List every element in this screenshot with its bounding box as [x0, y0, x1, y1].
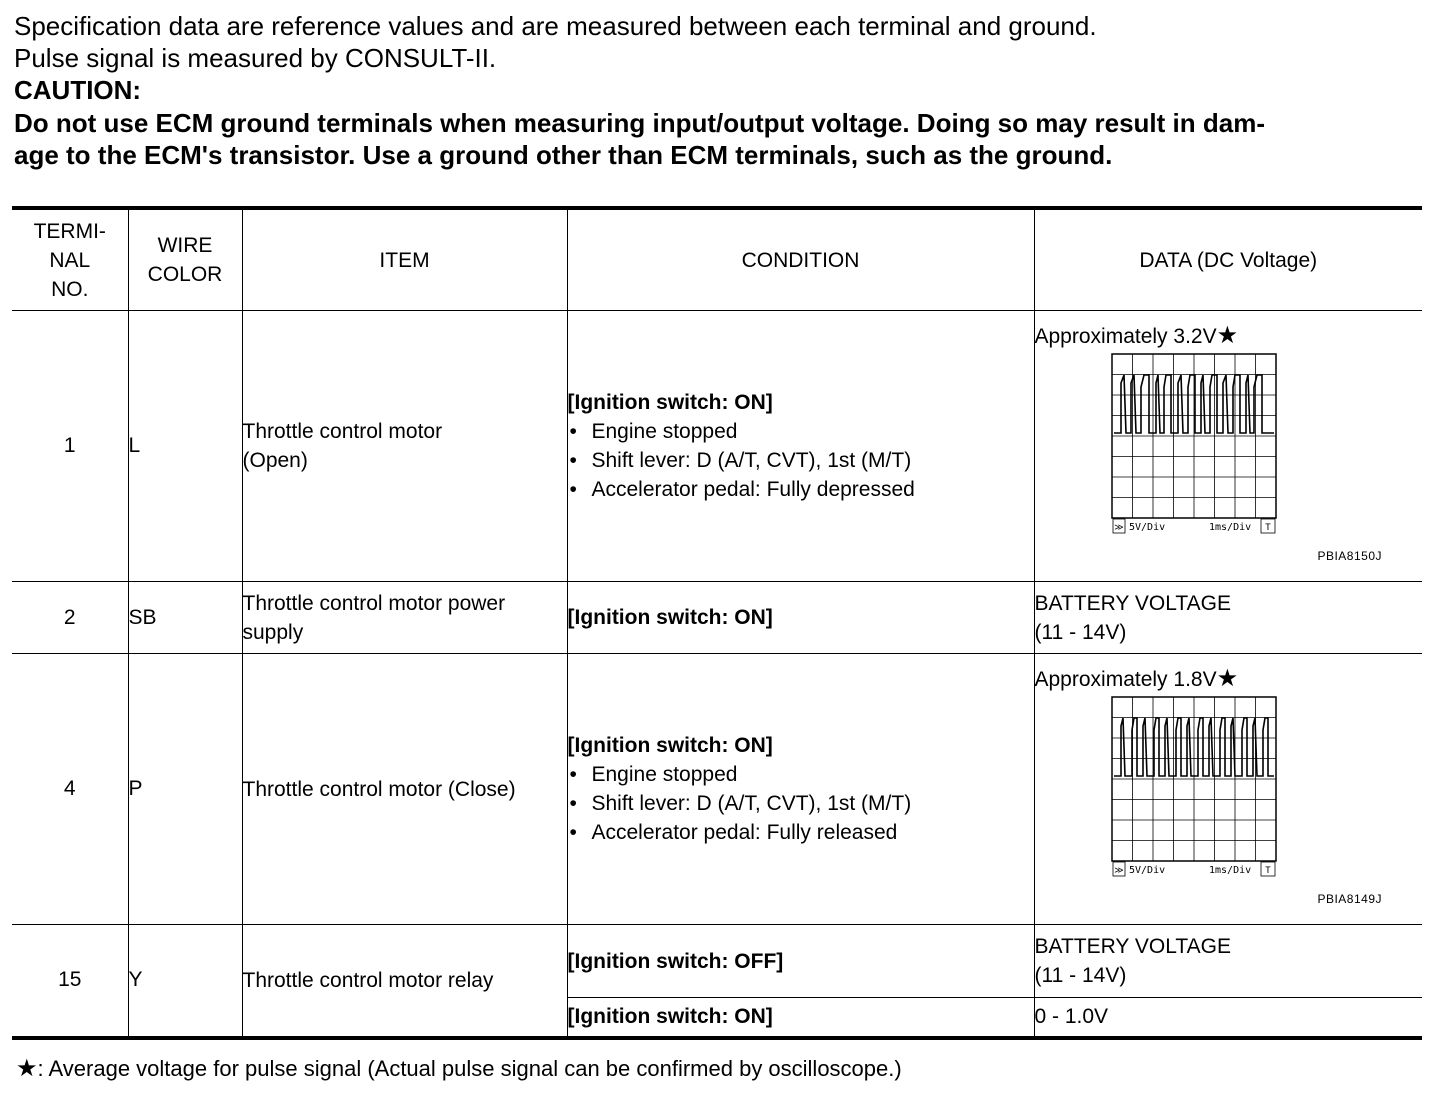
approx-voltage-text: Approximately 3.2V [1034, 325, 1217, 348]
condition-title: [Ignition switch: ON] [567, 1005, 773, 1029]
terminal-number: 4 [12, 654, 128, 925]
terminal-number: 2 [12, 582, 128, 654]
wire-color: L [128, 311, 242, 582]
item-text [242, 311, 567, 582]
condition-bullet: • Accelerator pedal: Fully depressed [568, 475, 1034, 504]
scope-trigger-icon: T [1264, 866, 1271, 876]
condition-bullet: • Shift lever: D (A/T, CVT), 1st (M/T) [568, 446, 1034, 475]
scope-time-div: 1ms/Div [1208, 865, 1251, 876]
wire-color: Y [128, 925, 242, 1038]
data-line: BATTERY VOLTAGE [1034, 935, 1231, 958]
footnote-text: : Average voltage for pulse signal (Actual pulse signal can be confirmed by oscilloscope.) [37, 1056, 902, 1081]
header-item: ITEM [242, 208, 567, 311]
terminal-number: 15 [12, 925, 128, 1038]
header-condition: CONDITION [567, 208, 1034, 311]
scope-arrow-icon: ≫ [1113, 866, 1124, 876]
caution-text [14, 107, 1424, 171]
condition-list [568, 760, 1034, 847]
item-text [242, 925, 567, 1038]
footnote [16, 1054, 902, 1083]
header-wire-line1: WIRE [157, 234, 213, 257]
figure-id: PBIA8149J [1317, 892, 1382, 906]
scope-arrow-icon: ≫ [1113, 523, 1124, 533]
approx-voltage [1035, 664, 1423, 694]
condition-bullet: • Accelerator pedal: Fully released [568, 818, 1034, 847]
condition-bullet: • Engine stopped [568, 417, 1034, 446]
data-line: 0 - 1.0V [1034, 1005, 1109, 1029]
wire-color: SB [128, 582, 242, 654]
condition-cell [567, 582, 1034, 654]
condition-title: [Ignition switch: ON] [567, 391, 773, 414]
oscilloscope-figure [1035, 694, 1423, 924]
scope-volt-div: 5V/Div [1128, 865, 1165, 876]
data-line: BATTERY VOLTAGE [1034, 591, 1231, 615]
intro-section [14, 10, 1424, 171]
oscilloscope-figure [1035, 351, 1423, 581]
spec-note: Specification data are reference values and are measured between each terminal and ground. [14, 11, 1097, 41]
star-icon: ★ [16, 1055, 38, 1082]
pulse-note: Pulse signal is measured by CONSULT-II. [14, 43, 497, 73]
caution-title: CAUTION: [14, 75, 142, 105]
header-row [12, 208, 1422, 311]
data-cell [1034, 311, 1422, 582]
item-line: supply [242, 620, 304, 644]
condition-title: [Ignition switch: ON] [567, 734, 773, 757]
header-data: DATA (DC Voltage) [1034, 208, 1422, 311]
header-terminal-line3: NO. [51, 277, 89, 301]
header-terminal-line2: NAL [49, 248, 91, 272]
condition-cell [567, 998, 1034, 1038]
condition-list [568, 417, 1034, 504]
star-icon: ★ [1216, 322, 1239, 349]
caution-line-2: age to the ECM's transistor. Use a ground other than ECM terminals, such as the ground. [14, 140, 1113, 170]
approx-voltage-text: Approximately 1.8V [1034, 668, 1217, 691]
item-line: Throttle control motor relay [242, 968, 494, 992]
condition-cell [567, 654, 1034, 925]
terminal-number: 1 [12, 311, 128, 582]
data-cell [1034, 925, 1422, 998]
scope-volt-div: 5V/Div [1128, 522, 1165, 533]
scope-trigger-icon: T [1264, 523, 1271, 533]
terminal-spec-table [12, 206, 1422, 1040]
item-line: Throttle control motor (Close) [242, 777, 516, 801]
item-text [242, 582, 567, 654]
condition-cell [567, 925, 1034, 998]
approx-voltage [1035, 321, 1423, 351]
header-terminal-line1: TERMI- [33, 219, 106, 243]
data-cell [1034, 582, 1422, 654]
figure-id: PBIA8150J [1317, 549, 1382, 563]
data-line: (11 - 14V) [1034, 620, 1127, 644]
header-terminal [12, 208, 128, 311]
caution-line-1: Do not use ECM ground terminals when measuring input/output voltage. Doing so may result in dam- [14, 108, 1265, 138]
item-text [242, 654, 567, 925]
data-cell [1034, 654, 1422, 925]
table-row [12, 925, 1422, 998]
item-line: (Open) [242, 449, 308, 472]
oscilloscope-trace-icon [1111, 696, 1277, 880]
header-wire-line2: COLOR [147, 263, 223, 286]
item-line: Throttle control motor [242, 420, 443, 443]
condition-bullet: • Engine stopped [568, 760, 1034, 789]
item-line: Throttle control motor power [242, 591, 506, 615]
wire-color: P [128, 654, 242, 925]
table-row [12, 654, 1422, 925]
oscilloscope-trace-icon [1111, 353, 1277, 537]
condition-title: [Ignition switch: ON] [567, 606, 773, 629]
data-cell [1034, 998, 1422, 1038]
condition-bullet: • Shift lever: D (A/T, CVT), 1st (M/T) [568, 789, 1034, 818]
star-icon: ★ [1216, 665, 1239, 692]
table-row [12, 582, 1422, 654]
scope-time-div: 1ms/Div [1208, 522, 1251, 533]
data-line: (11 - 14V) [1034, 964, 1127, 987]
table-row [12, 311, 1422, 582]
condition-cell [567, 311, 1034, 582]
header-wire-color [128, 208, 242, 311]
condition-title: [Ignition switch: OFF] [567, 949, 784, 973]
